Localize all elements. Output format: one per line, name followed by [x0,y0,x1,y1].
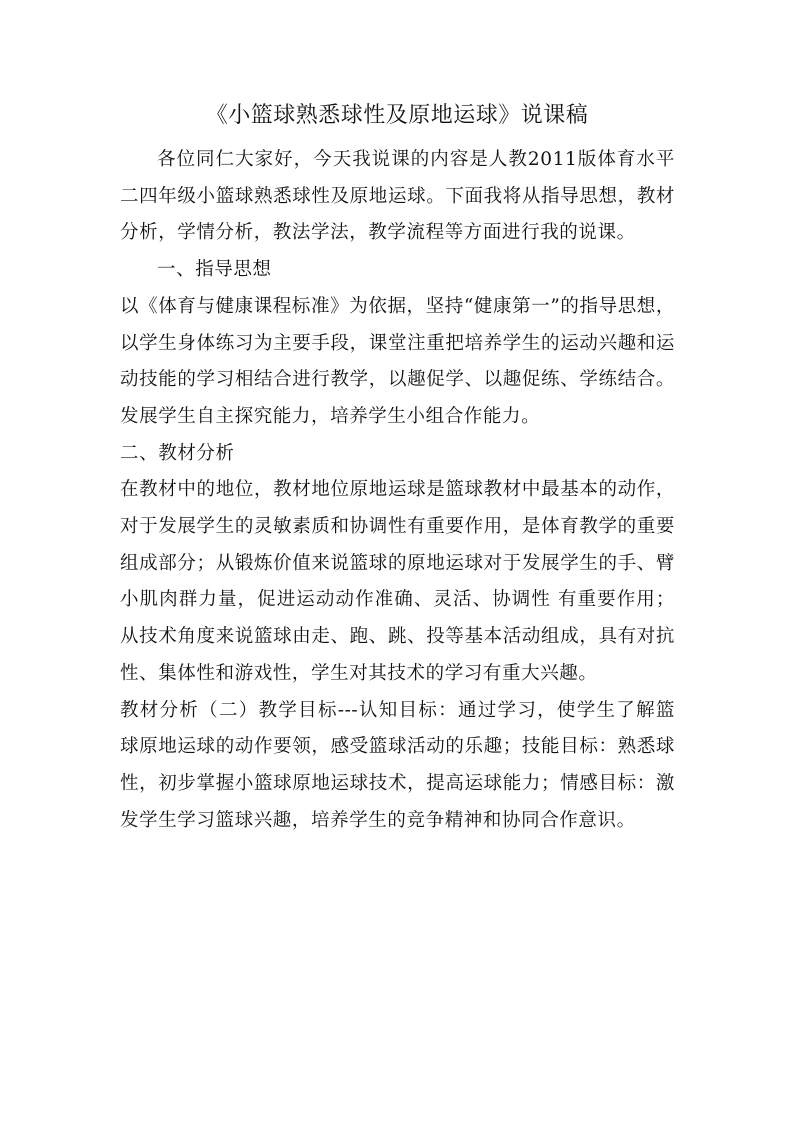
guiding-thought-paragraph: 以《体育与健康课程标准》为依据，坚持“健康第一”的指导思想，以学生身体练习为主要手段，课堂注重把培养学生的运动兴趣和运动技能的学习相结合进行教学，以趣促学、以趣促练、学练结合。发展学生自主探究能力，培养学生小组合作能力。 [120,295,675,427]
teaching-objectives-paragraph: 教材分析（二）教学目标---认知目标：通过学习，使学生了解篮球原地运球的动作要领，感受篮球活动的乐趣；技能目标：熟悉球性，初步掌握小篮球原地运球技术，提高运球能力；情感目标：激发学生学习篮球兴趣，培养学生的竞争精神和协同合作意识。 [120,699,675,831]
document-body [120,142,675,839]
document-title: 《小篮球熟悉球性及原地运球》说课稿 [205,103,589,128]
material-position-paragraph: 在教材中的地位，教材地位原地运球是篮球教材中最基本的动作，对于发展学生的灵敏素质和协调性有重要作用，是体育教学的重要组成部分；从锻炼价值来说篮球的原地运球对于发展学生的手、臂小肌肉群力量，促进运动动作准确、灵活、协调性 有重要作用；从技术角度来说篮球由走、跑、跳、投等基本活动组成，具有对抗性、集体性和游戏性，学生对其技术的学习有重大兴趣。 [120,479,675,684]
section-heading-guiding-thought: 一、指导思想 [157,259,272,281]
section-heading-material-analysis: 二、教材分析 [120,442,235,464]
intro-paragraph: 各位同仁大家好，今天我说课的内容是人教2011版体育水平二四年级小篮球熟悉球性及原地运球。下面我将从指导思想，教材分析，学情分析，教法学法，教学流程等方面进行我的说课。 [120,149,675,244]
